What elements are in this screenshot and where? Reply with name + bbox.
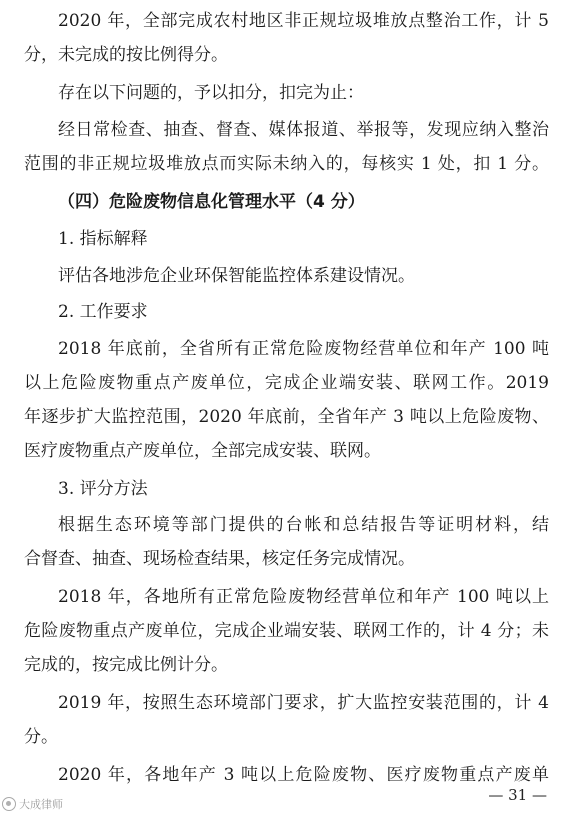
paragraph-line: 范围的非正规垃圾堆放点而实际未纳入的，每核实 1 处，扣 1 分。 <box>24 154 549 174</box>
paragraph-line: 2019 年，按照生态环境部门要求，扩大监控安装范围的，计 4 <box>58 693 549 713</box>
paragraph-line: 完成的，按完成比例计分。 <box>24 655 228 675</box>
subheading: 3. 评分方法 <box>58 479 148 499</box>
paragraph-line: 分，未完成的按比例得分。 <box>24 45 228 65</box>
paragraph-line: 2020 年，全部完成农村地区非正规垃圾堆放点整治工作，计 5 <box>58 11 549 31</box>
paragraph-line: 2018 年，各地所有正常危险废物经营单位和年产 100 吨以上 <box>58 587 549 607</box>
subheading: 1. 指标解释 <box>58 229 148 249</box>
paragraph-line: 评估各地涉危企业环保智能监控体系建设情况。 <box>58 266 415 286</box>
paragraph-line: 年逐步扩大监控范围，2020 年底前，全省年产 3 吨以上危险废物、 <box>24 407 549 427</box>
paragraph-line: 2018 年底前，全省所有正常危险废物经营单位和年产 100 吨 <box>58 339 549 359</box>
paragraph-line: 存在以下问题的，予以扣分，扣完为止： <box>58 83 364 103</box>
page-number: — 31 — <box>488 786 547 804</box>
paragraph-line: 医疗废物重点产废单位，全部完成安装、联网。 <box>24 441 381 461</box>
paragraph-line: 根据生态环境等部门提供的台帐和总结报告等证明材料，结 <box>58 515 549 535</box>
paragraph-line: 危险废物重点产废单位，完成企业端安装、联网工作的，计 4 分；未 <box>24 621 549 641</box>
paragraph-line: 合督查、抽查、现场检查结果，核定任务完成情况。 <box>24 549 415 569</box>
section-heading: （四）危险废物信息化管理水平（4 分） <box>58 192 365 212</box>
paragraph-line: 2020 年，各地年产 3 吨以上危险废物、医疗废物重点产废单 <box>58 765 549 785</box>
watermark-text: 大成律师 <box>19 798 63 811</box>
paragraph-line: 分。 <box>24 727 58 747</box>
paragraph-line: 以上危险废物重点产废单位，完成企业端安装、联网工作。2019 <box>24 373 549 393</box>
watermark <box>2 796 63 812</box>
paragraph-line: 经日常检查、抽查、督查、媒体报道、举报等，发现应纳入整治 <box>58 120 549 140</box>
watermark-logo-icon <box>2 797 16 811</box>
subheading: 2. 工作要求 <box>58 302 148 322</box>
